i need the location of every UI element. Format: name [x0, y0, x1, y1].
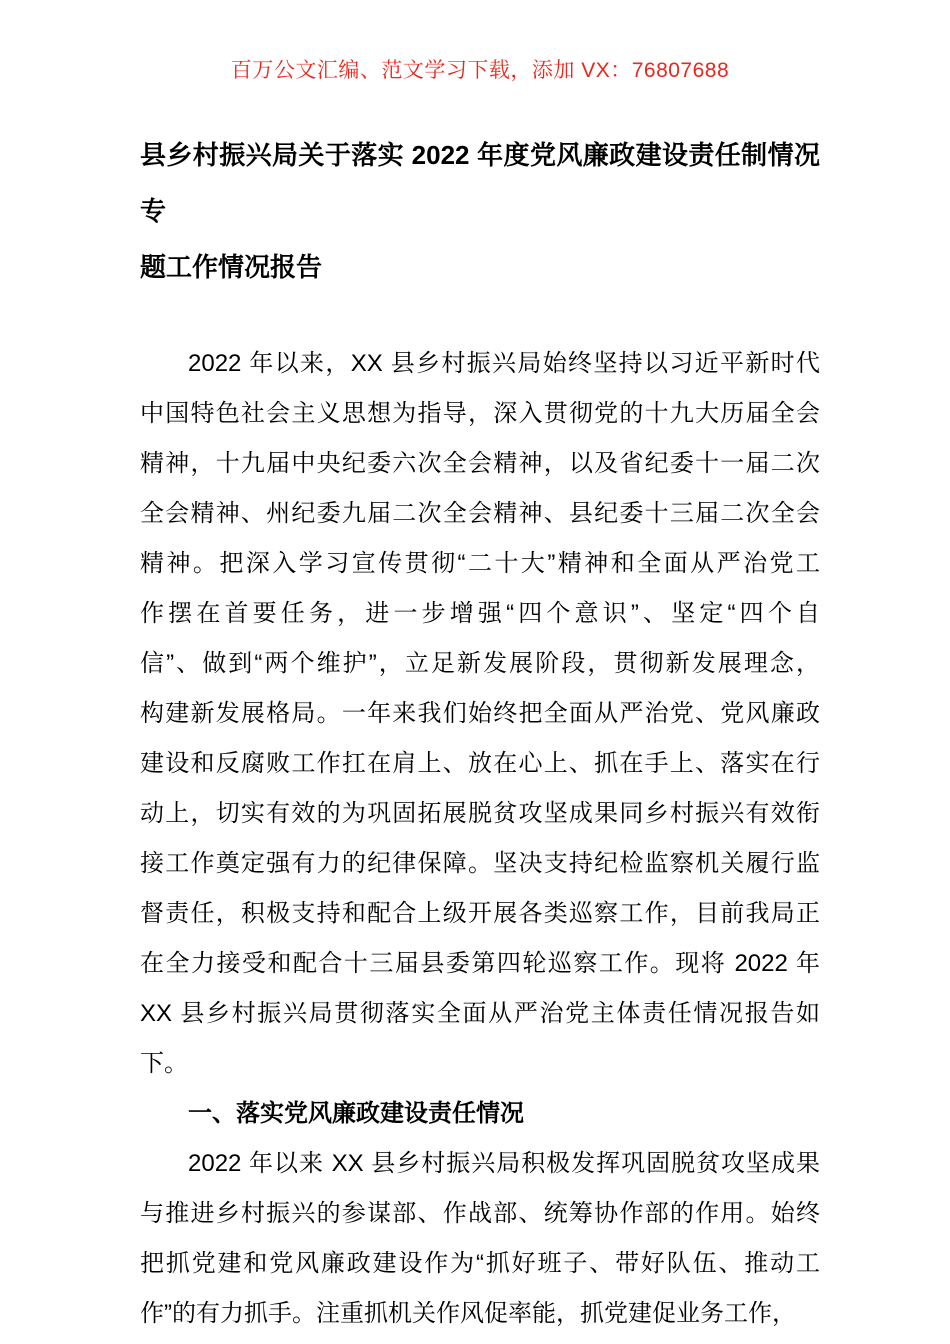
document-line: 2022 年以来 XX 县乡村振兴局积极发挥巩固脱贫攻坚成果 — [188, 1150, 820, 1177]
document-title-line-1: 县乡村振兴局关于落实 2022 年度党风廉政建设责任制情况专 — [140, 140, 820, 226]
document-line: 建设和反腐败工作扛在肩上、放在心上、抓在手上、落实在行 — [140, 750, 820, 777]
section-heading: 一、落实党风廉政建设责任情况 — [188, 1100, 524, 1127]
document-line: 2022 年以来，XX 县乡村振兴局始终坚持以习近平新时代 — [188, 350, 820, 377]
promo-banner: 百万公文汇编、范文学习下载，添加 VX：76807688 — [230, 59, 730, 82]
document-title-line-2: 题工作情况报告 — [140, 252, 323, 282]
document-line: 督责任，积极支持和配合上级开展各类巡察工作，目前我局正 — [140, 900, 820, 927]
document-line: 在全力接受和配合十三届县委第四轮巡察工作。现将 2022 年 — [140, 950, 820, 977]
document-line: 把抓党建和党风廉政建设作为“抓好班子、带好队伍、推动工 — [140, 1250, 820, 1277]
document-line: 中国特色社会主义思想为指导，深入贯彻党的十九大历届全会 — [140, 400, 820, 427]
document-line: 精神，十九届中央纪委六次全会精神，以及省纪委十一届二次 — [140, 450, 820, 477]
document-line: 作”的有力抓手。注重抓机关作风促率能，抓党建促业务工作， — [140, 1300, 796, 1327]
document-line: 与推进乡村振兴的参谋部、作战部、统筹协作部的作用。始终 — [140, 1200, 820, 1227]
document-line: 作摆在首要任务，进一步增强“四个意识”、坚定“四个自 — [140, 600, 820, 627]
document-line: 接工作奠定强有力的纪律保障。坚决支持纪检监察机关履行监 — [140, 850, 820, 877]
document-line: 信”、做到“两个维护”，立足新发展阶段，贯彻新发展理念， — [140, 650, 820, 677]
paragraph-2 — [140, 1139, 820, 1339]
document-title — [140, 127, 820, 295]
paragraph-1 — [140, 339, 820, 1089]
document-line: 精神。把深入学习宣传贯彻“二十大”精神和全面从严治党工 — [140, 550, 820, 577]
document-line: XX 县乡村振兴局贯彻落实全面从严治党主体责任情况报告如下。 — [140, 1000, 820, 1077]
document-line: 构建新发展格局。一年来我们始终把全面从严治党、党风廉政 — [140, 700, 820, 727]
document-line: 全会精神、州纪委九届二次全会精神、县纪委十三届二次全会 — [140, 500, 820, 527]
document-line: 动上，切实有效的为巩固拓展脱贫攻坚成果同乡村振兴有效衔 — [140, 800, 820, 827]
